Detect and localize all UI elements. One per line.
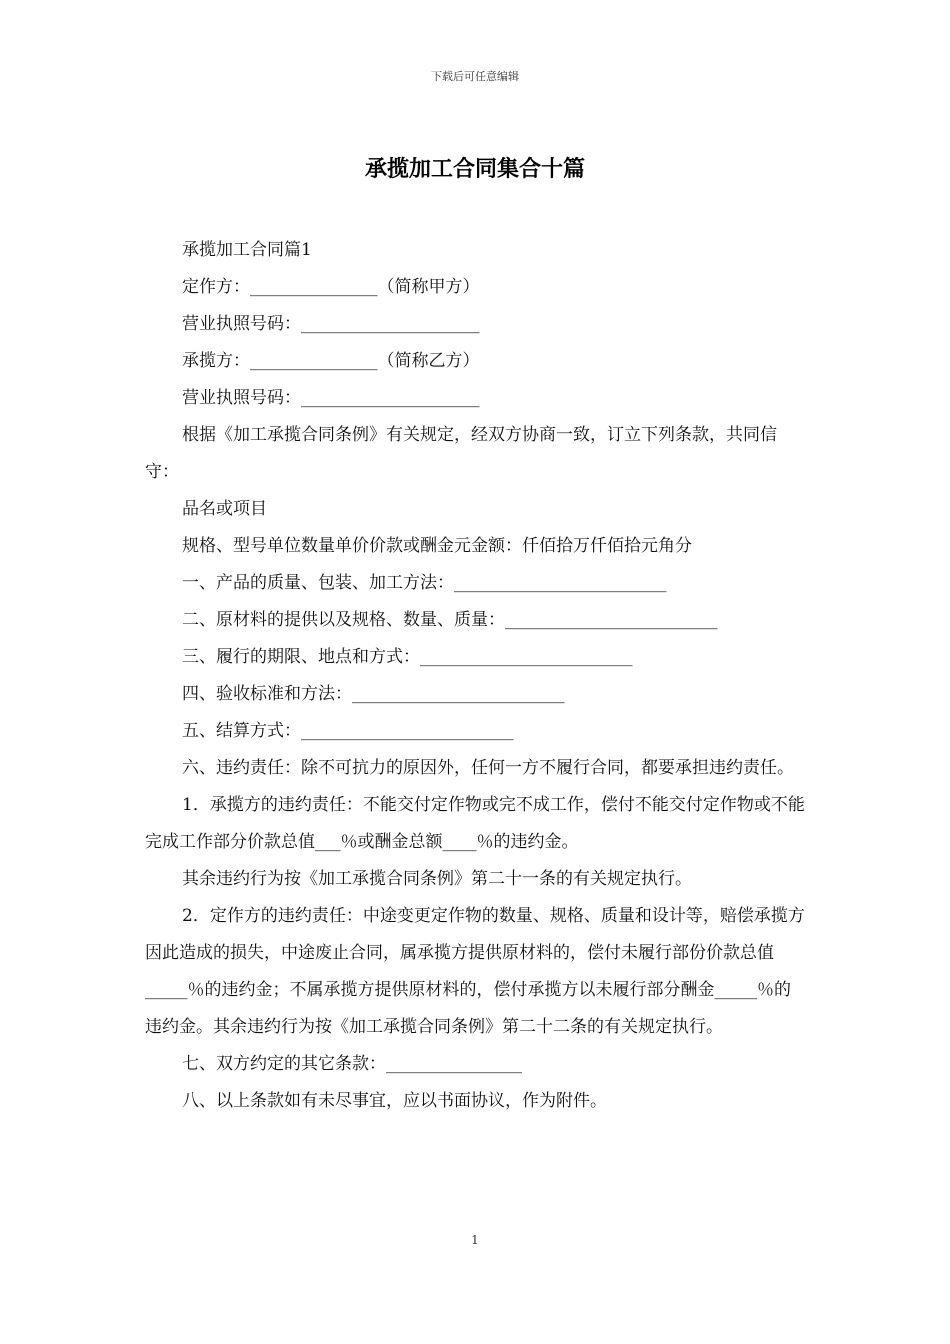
clause-8: 八、以上条款如有未尽事宜，应以书面协议，作为附件。 [182,1091,607,1111]
clause-4: 四、验收标准和方法：_________________________ [182,684,565,704]
clause-5: 五、结算方式：_________________________ [182,721,514,741]
spec-amount-line: 规格、型号单位数量单价价款或酬金元金额：仟佰拾万仟佰拾元角分 [182,536,692,556]
license-number-line-b: 营业执照号码：_____________________ [182,388,480,408]
clause-2: 二、原材料的提供以及规格、数量、质量：_________________________ [182,610,718,630]
page-header-note: 下载后可任意编辑 [431,70,519,83]
contractor-liability: 1．承揽方的违约责任：不能交付定作物或完不成工作，偿付不能交付定作物或不能完成工作部分价款总值___％或酬金总额____％的违约金。 [145,795,805,852]
clause-3: 三、履行的期限、地点和方式：_________________________ [182,647,633,667]
contractor-other-liability: 其余违约行为按《加工承揽合同条例》第二十一条的有关规定执行。 [182,869,692,889]
section-heading: 承揽加工合同篇1 [182,240,312,260]
document-title: 承揽加工合同集合十篇 [364,157,585,182]
orderer-liability: 2．定作方的违约责任：中途变更定作物的数量、规格、质量和设计等，赔偿承揽方因此造成的损失，中途废止合同，属承揽方提供原材料的，偿付未履行部份价款总值_____％的违约金；不属承揽方提供原材料的，偿付承揽方以未履行部分酬金_____％的违约金。其余违约行为按《加工承揽合同条例》第二十二条的有关规定执行。 [145,906,805,1037]
agreement-intro: 根据《加工承揽合同条例》有关规定，经双方协商一致，订立下列条款，共同信守： [145,425,777,482]
clause-6: 六、违约责任：除不可抗力的原因外，任何一方不履行合同，都要承担违约责任。 [182,758,794,778]
page-number: 1 [471,1233,479,1247]
party-b-line: 承揽方：_______________（简称乙方） [182,351,480,371]
item-name-line: 品名或项目 [182,499,267,519]
document-body [145,232,807,1120]
clause-1: 一、产品的质量、包装、加工方法：_________________________ [182,573,667,593]
license-number-line-a: 营业执照号码：_____________________ [182,314,480,334]
party-a-line: 定作方：_______________（简称甲方） [182,277,480,297]
clause-7: 七、双方约定的其它条款：________________ [182,1054,522,1074]
